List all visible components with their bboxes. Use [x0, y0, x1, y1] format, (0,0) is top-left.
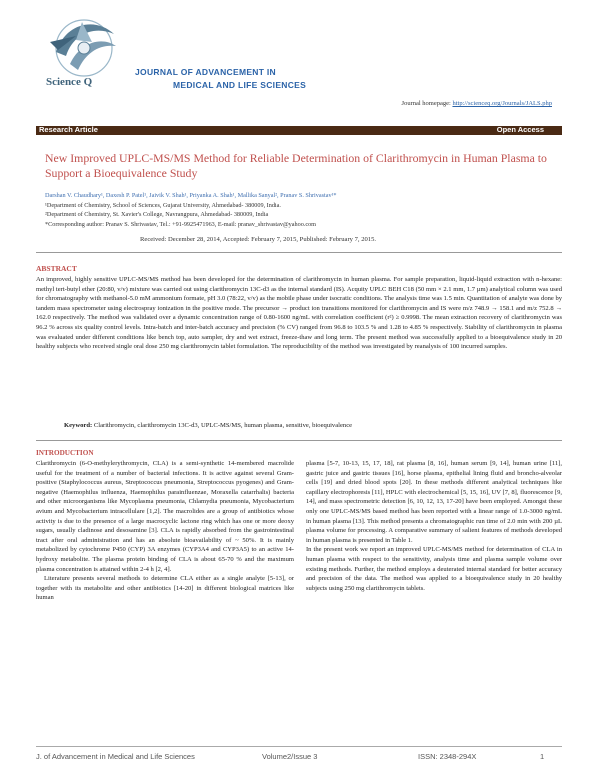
research-article-label: Research Article: [39, 125, 98, 134]
publication-dates: Received: December 28, 2014, Accepted: February 7, 2015, Published: February 7, 2015.: [140, 236, 377, 243]
keywords: [64, 422, 352, 429]
logo-text: Science Q: [46, 76, 93, 88]
abstract-heading: ABSTRACT: [36, 264, 77, 273]
introduction-heading: INTRODUCTION: [36, 449, 94, 457]
journal-logo: [36, 12, 136, 97]
abstract-text: An improved, highly sensitive UPLC-MS/MS method has been developed for the determination of clarithromycin in human plasma. For sample preparation, liquid-liquid extraction with n-hexane: methyl tert-butyl ether (20:80, v/v) mixture was carried out using clarithromycin 13C-d3 as the internal standard (IS). Acquity UPLC BEH C18 (50 mm × 2.1 mm, 1.7 µm) analytical column was used for chromatography with methanol-5.0 mM ammonium formate, pH 3.0 (78:22, v/v) as the mobile phase under isocratic conditions. The analysis time was 1.5 min. Quantitation of analyte was done by tandem mass spectrometer using electrospray ionization in the positive mode. The precursor → product ion transitions monitored for clarithromycin and IS were m/z 748.9 → 158.1 and m/z 752.8 → 162.0 respectively. The method was validated over a dynamic concentration range of 0.80-1600 ng/mL with correlation coefficient (r²) ≥ 0.9998. The mean extraction recovery of clarithromycin was 96.2 % across six quality control levels. Intra-batch and inter-batch accuracy and precision (% CV) ranged from 96.8 to 103.5 % and 1.28 to 4.85 % respectively. Stability of clarithromycin in plasma was evaluated under different conditions like bench top, auto sampler, dry and wet extract, freeze-thaw and long term. The present method was successfully applied to a bioequivalence study in 20 healthy subjects who received single oral dose 250 mg clarithromycin tablet formulation. The reproducibility of the method was investigated by reanalysis of 100 incurred samples.: [36, 276, 562, 351]
intro-paragraph-2: Literature presents several methods to determine CLA either as a single analyte [5-13], or together with its metabolite and other antibiotics [14-20] in different biological matrices like human: [36, 575, 294, 602]
journal-title: [135, 66, 306, 92]
intro-paragraph-1: Clarithromycin (6-O-methylerythromycin, CLA) is a semi-synthetic 14-membered macrolide useful for the treatment of a number of bacterial infections. It is active against several Gram-positive (Staphylococcus aureus, Streptococcus pneumonia, Streptococcus pyogenes) and Gram-negative (Haemophilus influenza, Haemophilus parainfluenzae, Moraxella catarrhalis) bacteria and other microorganisms like Mycoplasma pneumonia, Chlamydia pneumonia, Mycobacterium avium and Mycobacterium intracellulare [1,2]. The macrolides are a group of antibiotics whose activity is due to the presence of a large macrocyclic lactone ring which has one or more deoxy sugars, usually cladinose and desosamine [3]. CLA is rapidly absorbed from the gastrointestinal tract after oral administration and has an absolute bioavailability of ~ 50%. It is mainly metabolized by cytochrome P450 (CYP) 3A enzymes (CYP3A4 and CYP3A5) to an active 14-hydroxy metabolite. The plasma protein binding of CLA is about 65-70 % and the maximum plasma concentration is attained within 2-4 h [2, 4].: [36, 460, 294, 573]
footer-volume: Volume2/Issue 3: [262, 752, 318, 761]
homepage-link[interactable]: http://scienceq.org/Journals/JALS.php: [452, 100, 552, 107]
author-names: Darshan V. Chaudhary¹, Daxesh P. Patel¹, Jaivik V. Shah¹, Priyanka A. Shah¹, Mallika Sanyal², Pranav S. Shrivastav¹*: [45, 192, 337, 199]
affiliation-2: ²Department of Chemistry, St. Xavier's College, Navrangpura, Ahmedabad- 380009, India: [45, 211, 269, 219]
open-access-label: Open Access: [496, 125, 544, 134]
body-column-left: [36, 459, 294, 603]
article-title: New Improved UPLC-MS/MS Method for Reliable Determination of Clarithromycin in Human Plasma to Support a Bioequivalence Study: [45, 151, 547, 180]
divider: [36, 440, 562, 441]
homepage-label: Journal homepage:: [401, 100, 453, 107]
journal-homepage: [402, 100, 552, 107]
divider: [36, 252, 562, 253]
journal-title-line2: MEDICAL AND LIFE SCIENCES: [173, 80, 307, 90]
article-type-bar: [36, 126, 562, 135]
body-column-right: [306, 459, 562, 593]
keywords-list: Clarithromycin, clarithromycin 13C-d3, UPLC-MS/MS, human plasma, sensitive, bioequivalence: [92, 422, 353, 429]
keywords-label: Keyword:: [64, 422, 93, 429]
footer-journal: J. of Advancement in Medical and Life Sciences: [36, 752, 195, 761]
affiliation-1: ¹Department of Chemistry, School of Sciences, Gujarat University, Ahmedabad- 380009, India.: [45, 201, 281, 209]
corresponding-author: *Corresponding author: Pranav S. Shrivastav, Tel.: +91-9925471963, E-mail: pranav_shrivastav@yahoo.com: [45, 220, 316, 228]
intro-paragraph-4: In the present work we report an improved UPLC-MS/MS method for determination of CLA in human plasma with respect to the sensitivity, analysis time and plasma sample volume over existing methods. Further, the method employs a deuterated internal standard for better accuracy and precision of the data. The method was applied to a bioequivalence study in 20 healthy subjects using 250 mg clarithromycin tablets.: [306, 546, 562, 592]
journal-title-line1: JOURNAL OF ADVANCEMENT IN: [135, 67, 276, 77]
intro-paragraph-3: plasma [5-7, 10-13, 15, 17, 18], rat plasma [8, 16], human serum [9, 14], human urine [11], gastric juice and gastric tissues [16], horse plasma, epithelial lining fluid and broncho-alveolar cells [19] and dried blood spots [20]. In these methods different analytical techniques like capillary electrophoresis [11], HPLC with electrochemical [5, 15, 16], UV [7, 8], fluorescence [9, 14], and mass spectrometric detection [6, 10, 12, 13, 17-20] have been employed. Amongst these only one UPLC-MS/MS based method has been reported with a linear range of 1.0-3000 ng/mL in human plasma [13]. This method presents a chromatographic run time of 2.0 min with 200 µL plasma volume for processing. A comparative summary of salient features of methods developed in human plasma is presented in Table 1.: [306, 460, 562, 544]
footer-divider: [36, 746, 562, 747]
page-number: 1: [540, 752, 545, 761]
author-block: [45, 191, 565, 229]
footer-issn: ISSN: 2348-294X: [418, 752, 477, 761]
